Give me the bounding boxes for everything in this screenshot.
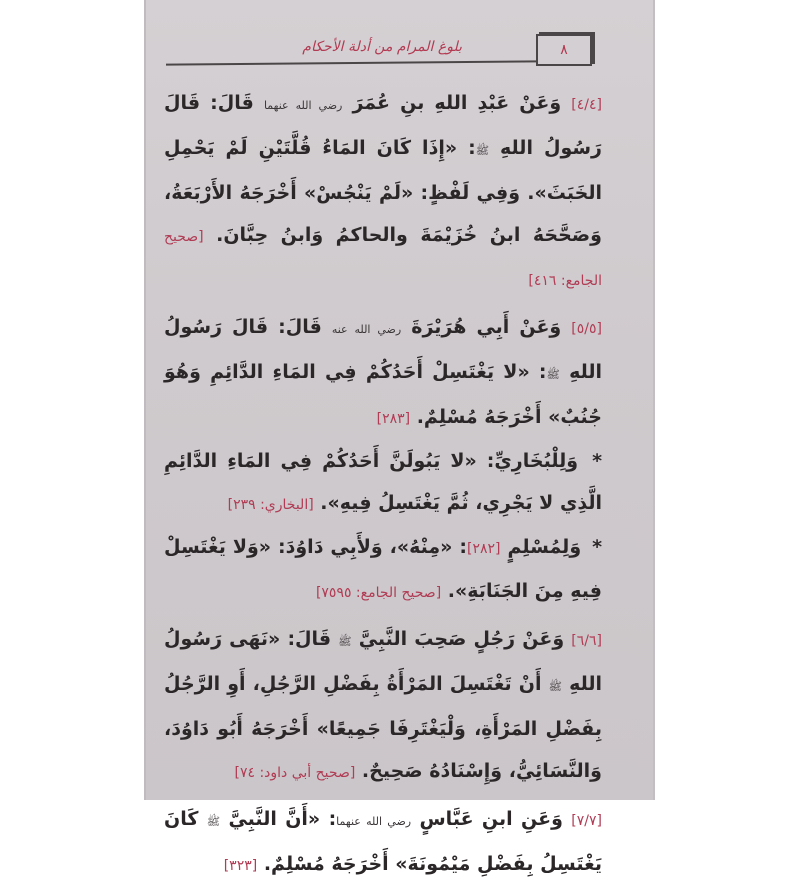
hadith-number: [٤/٤] — [571, 97, 602, 113]
hadith-text: قَالَ: قَالَ رَسُولُ اللهِ — [164, 92, 602, 159]
hadith-text: : «أَنَّ النَّبِيَّ — [228, 808, 337, 830]
hadith-number: [٧/٧] — [571, 813, 602, 829]
book-page — [144, 0, 655, 875]
hadith-4 — [164, 82, 630, 302]
star-icon: * — [592, 536, 603, 558]
hadith-text: : «إِذَا كَانَ المَاءُ قُلَّتَيْنِ لَمْ يَحْمِلِ الخَبَثَ». وَفِي لَفْظٍ: «لَمْ يَنْجُسْ» أَخْرَجَهُ الأَرْبَعَةُ، وَصَحَّحَهُ ابنُ خُزَيْمَةَ والحاكمُ وَابنُ حِبَّانَ. — [164, 137, 602, 246]
hadith-text: كَانَ يَغْتَسِلُ بِفَضْلِ مَيْمُونَةَ» أَخْرَجَهُ مُسْلِمٌ. — [164, 808, 602, 875]
hadith-7 — [164, 798, 630, 887]
page-number-box — [536, 34, 592, 66]
header-rule — [166, 60, 538, 65]
hadith-reference: [صحيح أبي داود: ٧٤] — [234, 765, 356, 781]
hadith-reference: [صحيح الجامع: ٧٥٩٥] — [315, 585, 442, 601]
star-icon: * — [592, 450, 602, 472]
honorific-icon: رضي الله عنهما — [336, 815, 412, 828]
book-title: بلوغ المرام من أدلة الأحكام — [302, 39, 462, 55]
inline-reference: [٢٨٢] — [467, 541, 501, 557]
honorific-icon: رضي الله عنه — [331, 323, 402, 336]
hadith-6 — [164, 618, 630, 794]
hadith-number: [٥/٥] — [571, 321, 602, 337]
hadith-reference: [البخاري: ٢٣٩] — [227, 497, 314, 513]
hadith-text: وَلِلْبُخَارِيِّ: «لا يَبُولَنَّ أَحَدُكُمْ فِي المَاءِ الدَّائِمِ الَّذِي لا يَجْرِي، ثُمَّ يَغْتَسِلُ فِيهِ». — [164, 450, 602, 514]
salawat-icon: ﷺ — [546, 368, 560, 381]
hadith-5-bukhari — [164, 440, 630, 526]
hadith-text: : «لا يَغْتَسِلْ أَحَدُكُمْ فِي المَاءِ الدَّائِمِ وَهُوَ جُنُبٌ» أَخْرَجَهُ مُسْلِمٌ. — [164, 361, 602, 428]
salawat-icon: ﷺ — [206, 815, 221, 828]
hadith-text: أَنْ تَغْتَسِلَ المَرْأَةُ بِفَضْلِ الرَّجُلِ، أَوِ الرَّجُلُ بِفَضْلِ المَرْأَةِ، وَلْيَغْتَرِفَا جَمِيعًا» أَخْرَجَهُ أَبُو دَاوُدَ، وَالنَّسَائِيُّ، وَإِسْنَادُهُ صَحِيحٌ. — [164, 673, 602, 782]
salawat-icon: ﷺ — [475, 144, 490, 157]
salawat-icon: ﷺ — [338, 635, 352, 648]
honorific-icon: رضي الله عنهما — [263, 99, 343, 112]
hadith-5-muslim — [164, 526, 630, 614]
hadith-reference: [٢٨٣] — [376, 411, 411, 427]
hadith-text: قَالَ: قَالَ رَسُولُ اللهِ — [164, 316, 602, 383]
salawat-icon: ﷺ — [548, 680, 562, 693]
hadith-reference: [صحيح الجامع: ٤١٦] — [164, 229, 602, 289]
hadith-number: [٦/٦] — [571, 633, 602, 649]
page-number: ٨ — [560, 42, 568, 58]
hadith-text: وَعَنْ رَجُلٍ صَحِبَ النَّبِيَّ — [358, 628, 565, 650]
hadith-text: قَالَ: «نَهَى رَسُولُ اللهِ — [164, 628, 602, 695]
hadith-text: وَعَنِ ابنِ عَبَّاسٍ — [419, 808, 563, 830]
hadith-5 — [164, 306, 630, 440]
hadith-text: وَلِمُسْلِمٍ — [507, 536, 582, 558]
hadith-reference: [٣٢٣] — [223, 858, 258, 874]
hadith-text: وَعَنْ عَبْدِ اللهِ بنِ عُمَرَ — [352, 92, 562, 114]
hadith-text: : «مِنْهُ»، وَلأَبِي دَاوُدَ: «وَلا يَغْتَسِلْ فِيهِ مِنَ الجَنَابَةِ». — [164, 536, 602, 602]
hadith-text: وَعَنْ أَبِي هُرَيْرَةَ — [411, 316, 562, 338]
page-content — [164, 82, 630, 887]
page-header — [166, 34, 602, 64]
